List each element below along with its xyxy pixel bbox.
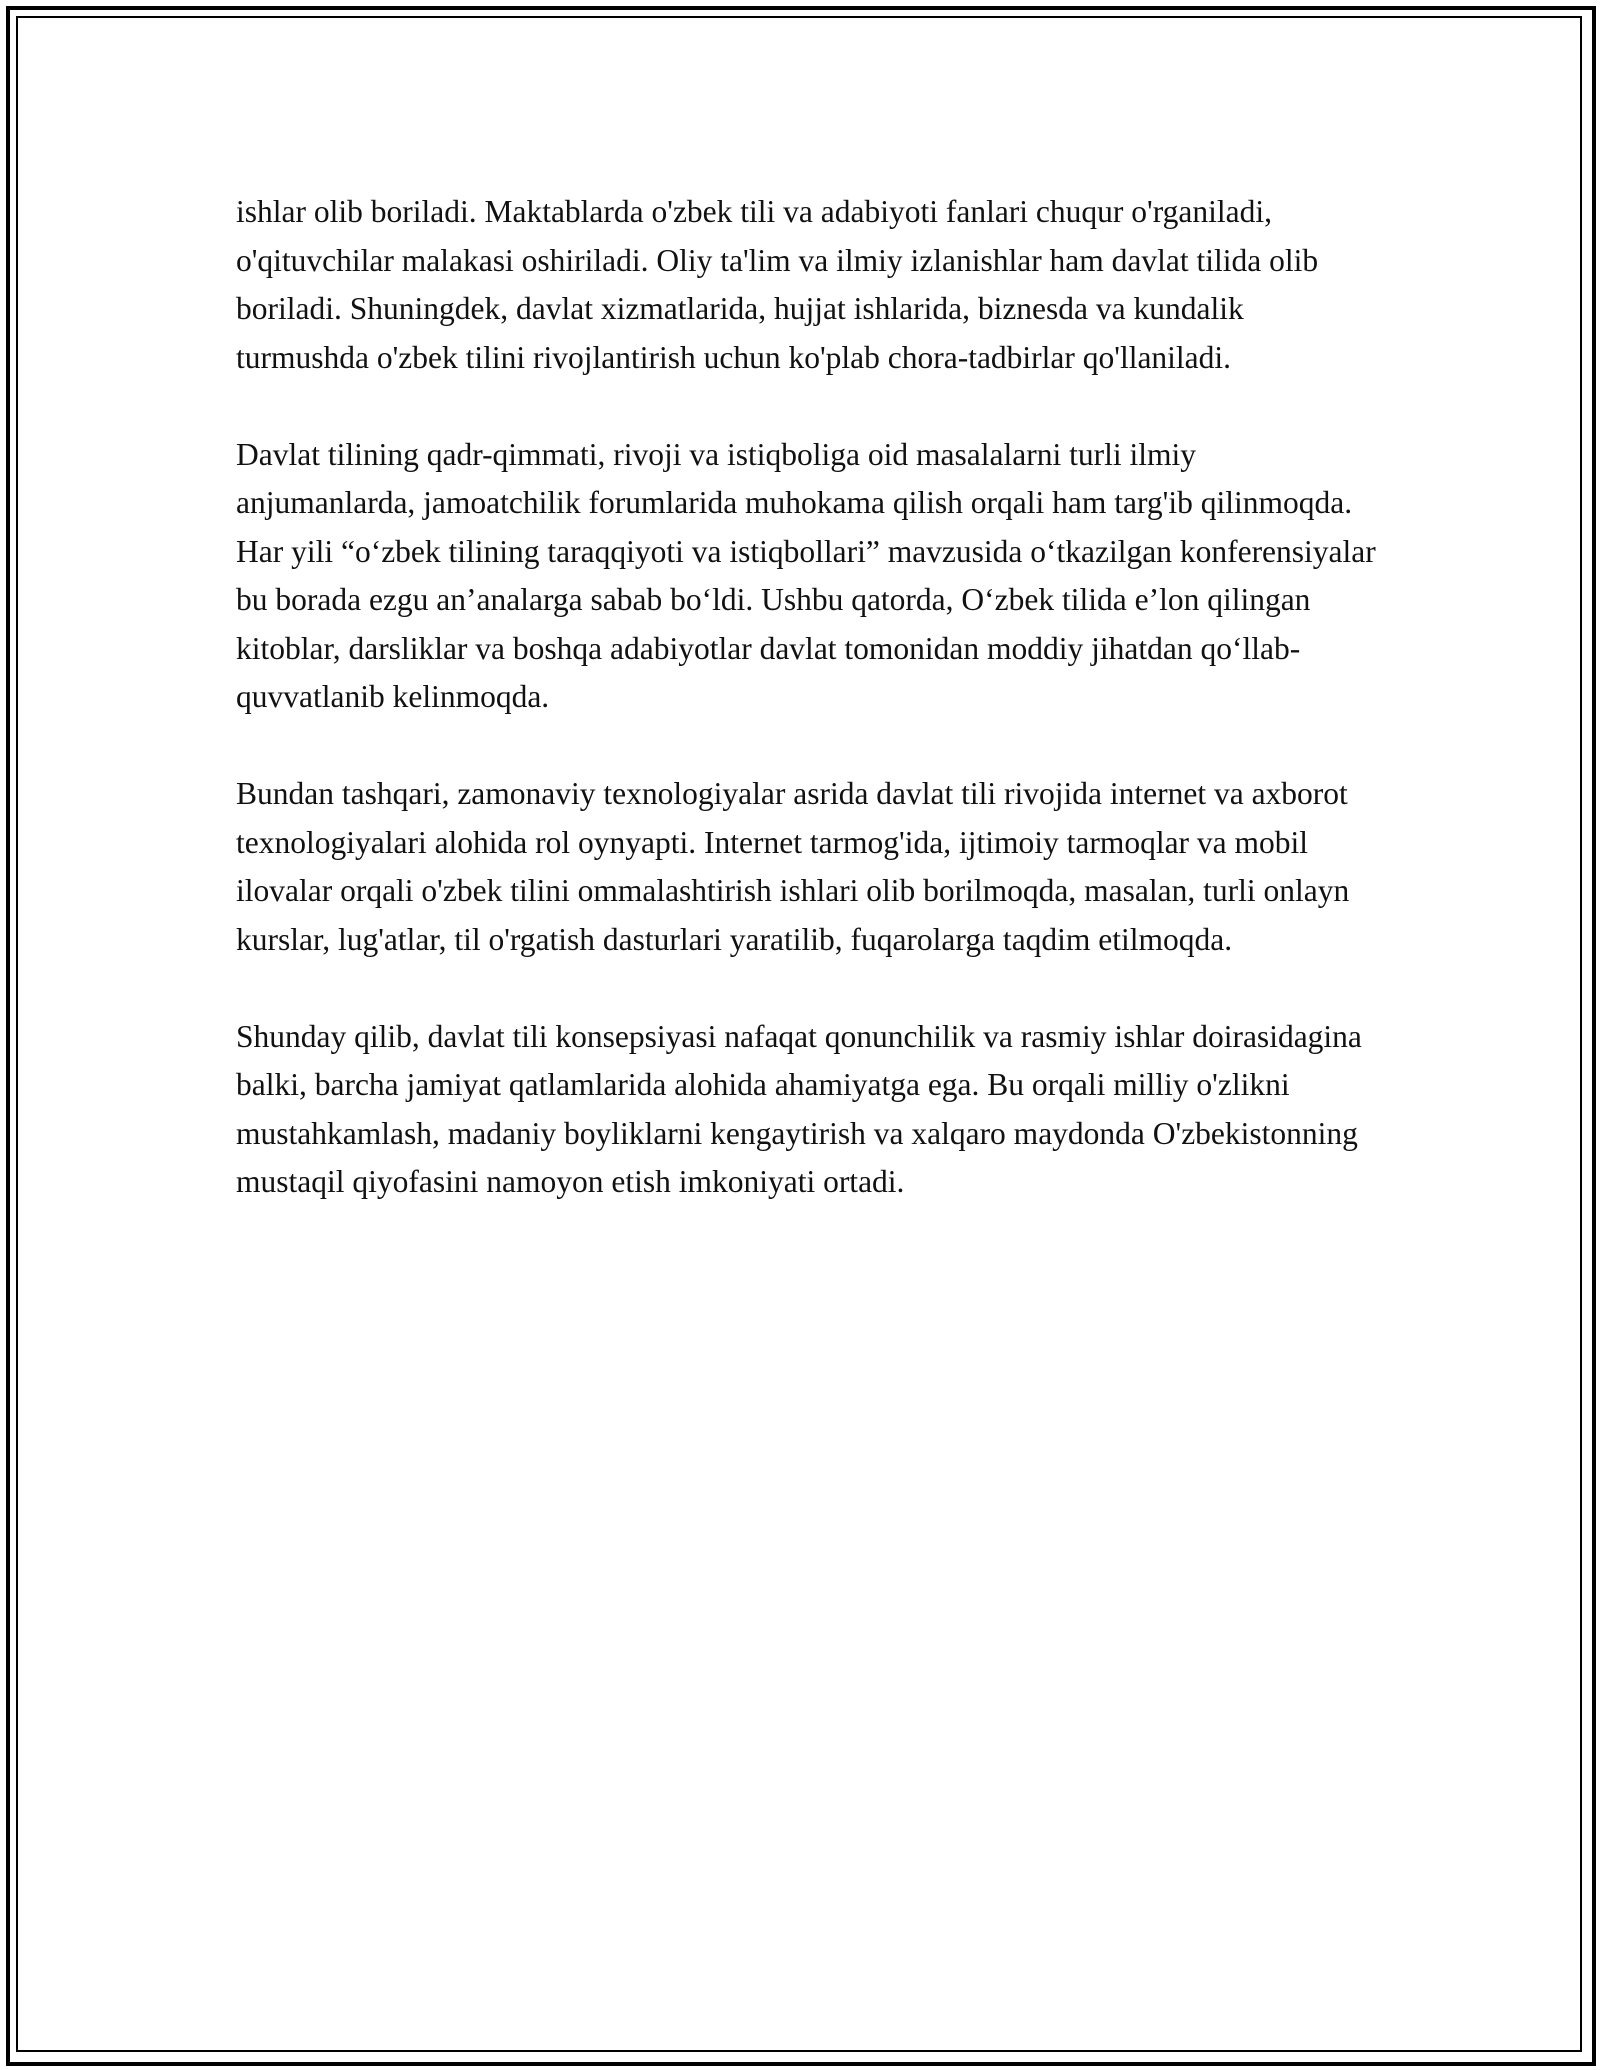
paragraph-1: ishlar olib boriladi. Maktablarda o'zbek tili va adabiyoti fanlari chuqur o'rganiladi, o'qituvchilar malakasi oshiriladi. Oliy ta'lim va ilmiy izlanishlar ham davlat tilida olib boriladi. Shuningdek, davlat xizmatlarida, hujjat ishlarida, biznesda va kundalik turmushda o'zbek tilini rivojlantirish uchun ko'plab chora-tadbirlar qo'llaniladi. <box>236 194 1319 375</box>
paragraph-2: Davlat tilining qadr-qimmati, rivoji va istiqboliga oid masalalarni turli ilmiy anjumanlarda, jamoatchilik forumlarida muhokama qilish orqali ham targ'ib qilinmoqda. Har yili “o‘zbek tilining taraqqiyoti va istiqbollari” mavzusida o‘tkazilgan konferensiyalar bu borada ezgu an’analarga sabab bo‘ldi. Ushbu qatorda, O‘zbek tilida e’lon qilingan kitoblar, darsliklar va boshqa adabiyotlar davlat tomonidan moddiy jihatdan qo‘llab-quvvatlanib kelinmoqda. <box>236 436 1376 714</box>
paragraph-3: Bundan tashqari, zamonaviy texnologiyalar asrida davlat tili rivojida internet va axborot texnologiyalari alohida rol oynyapti. Internet tarmog'ida, ijtimoiy tarmoqlar va mobil ilovalar orqali o'zbek tilini ommalashtirish ishlari olib borilmoqda, masalan, turli onlayn kurslar, lug'atlar, til o'rgatish dasturlari yaratilib, fuqarolarga taqdim etilmoqda. <box>236 776 1350 957</box>
paragraph-4: Shunday qilib, davlat tili konsepsiyasi nafaqat qonunchilik va rasmiy ishlar doirasidagina balki, barcha jamiyat qatlamlarida alohida ahamiyatga ega. Bu orqali milliy o'zlikni mustahkamlash, madaniy boyliklarni kengaytirish va xalqaro maydonda O'zbekistonning mustaqil qiyofasini namoyon etish imkoniyati ortadi. <box>236 1018 1362 1199</box>
document-body <box>236 188 1376 1207</box>
